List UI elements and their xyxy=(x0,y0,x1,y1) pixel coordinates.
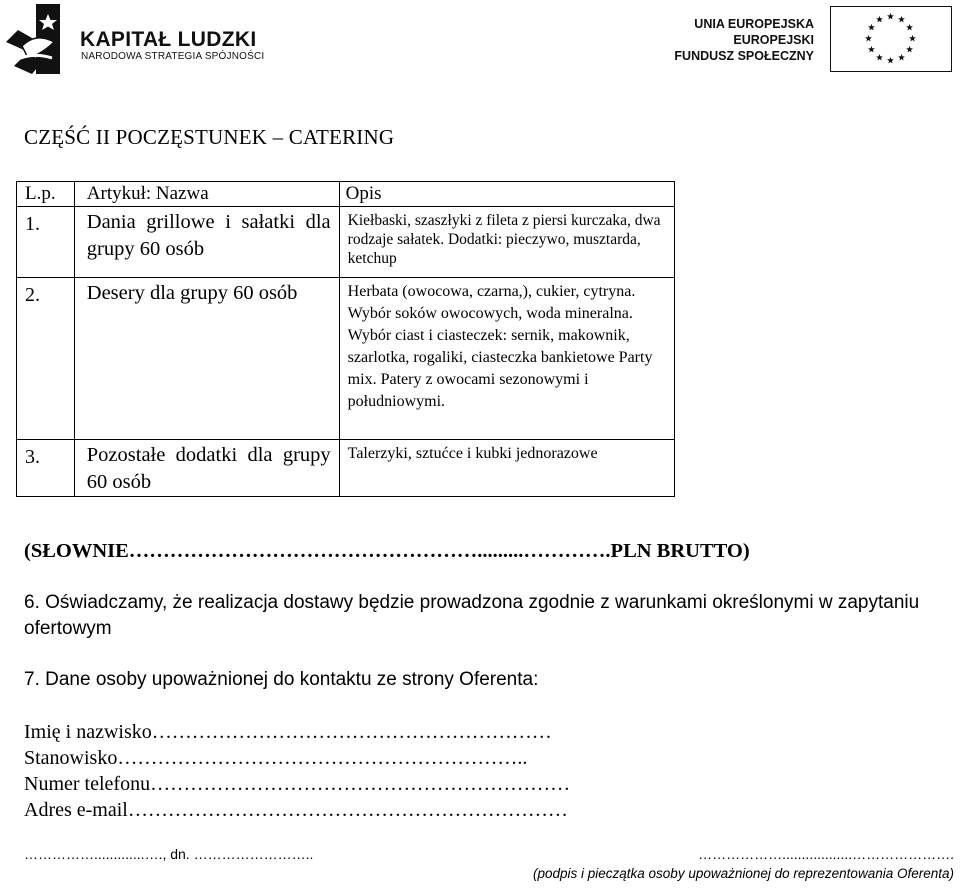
eu-flag-icon xyxy=(830,6,952,72)
contact-paragraph-7: 7. Dane osoby upoważnionej do kontaktu ze strony Oferenta: xyxy=(24,669,539,690)
eu-star-icon xyxy=(876,54,883,61)
header-num: L.p. xyxy=(17,182,75,207)
row-num: 1. xyxy=(17,207,75,278)
kapital-ludzki-logo xyxy=(2,2,282,80)
row-name: Pozostałe dodatki dla grupy 60 osób xyxy=(74,440,339,497)
row-desc: Herbata (owocowa, czarna,), cukier, cytryna. Wybór soków owocowych, woda mineralna. Wybór ciast i ciasteczek: sernik, makownik, szarlotka, rogaliki, ciasteczka bankietowe Party mix. Patery z owocami sezonowymi i południowymi. xyxy=(339,278,674,440)
row-desc: Talerzyki, sztućce i kubki jednorazowe xyxy=(339,440,674,497)
eu-line-2: EUROPEJSKI xyxy=(733,33,814,47)
eu-star-icon xyxy=(865,35,872,42)
signature-line: ………………..................…………………. xyxy=(698,846,954,862)
table-row xyxy=(17,278,675,440)
eu-star-icon xyxy=(868,24,875,31)
row-desc: Kiełbaski, szaszłyki z fileta z piersi kurczaka, dwa rodzaje sałatek. Dodatki: pieczywo, musztarda, ketchup xyxy=(339,207,674,278)
row-name: Dania grillowe i sałatki dla grupy 60 osób xyxy=(74,207,339,278)
eu-logo xyxy=(674,6,952,74)
row-num: 2. xyxy=(17,278,75,440)
contact-phone-field: Numer telefonu……………………………………………………… xyxy=(24,773,571,795)
table-row xyxy=(17,207,675,278)
eu-star-icon xyxy=(906,24,913,31)
row-num: 3. xyxy=(17,440,75,497)
contact-position-field: Stanowisko…………………………………………………….. xyxy=(24,747,528,769)
section-title: CZĘŚĆ II POCZĘSTUNEK – CATERING xyxy=(24,125,395,149)
table-header-row xyxy=(17,182,675,207)
contact-email-field: Adres e-mail………………………………………………………… xyxy=(24,799,568,821)
signature-caption: (podpis i pieczątka osoby upoważnionej do reprezentowania Oferenta) xyxy=(532,866,954,881)
contact-fields xyxy=(24,719,570,823)
eu-line-1: UNIA EUROPEJSKA xyxy=(694,17,814,31)
eu-star-icon xyxy=(887,57,894,64)
eu-line-3: FUNDUSZ SPOŁECZNY xyxy=(674,49,814,63)
eu-star-icon xyxy=(909,35,916,42)
price-in-words-line: (SŁOWNIE…………………………………………….........………….PLN BRUTTO) xyxy=(24,540,750,562)
catering-table xyxy=(16,181,675,497)
eu-star-icon xyxy=(898,54,905,61)
kapital-ludzki-subtitle: NARODOWA STRATEGIA SPÓJNOŚCI xyxy=(81,51,265,62)
contact-name-field: Imię i nazwisko…………………………………………………… xyxy=(24,721,552,743)
eu-star-icon xyxy=(906,46,913,53)
eu-star-icon xyxy=(887,13,894,20)
kapital-ludzki-emblem-icon xyxy=(2,2,74,78)
header-desc: Opis xyxy=(339,182,674,207)
place-date-line: …………….............…., dn. …………………….. xyxy=(24,846,314,862)
declaration-paragraph-6: 6. Oświadczamy, że realizacja dostawy będzie prowadzona zgodnie z warunkami określonymi w zapytaniu ofertowym xyxy=(24,592,920,639)
eu-star-icon xyxy=(868,46,875,53)
eu-logo-text xyxy=(654,16,814,64)
header-name: Artykuł: Nazwa xyxy=(74,182,339,207)
kapital-ludzki-title: KAPITAŁ LUDZKI xyxy=(80,28,257,51)
row-name: Desery dla grupy 60 osób xyxy=(74,278,339,440)
eu-star-icon xyxy=(898,16,905,23)
eu-star-icon xyxy=(876,16,883,23)
table-row xyxy=(17,440,675,497)
